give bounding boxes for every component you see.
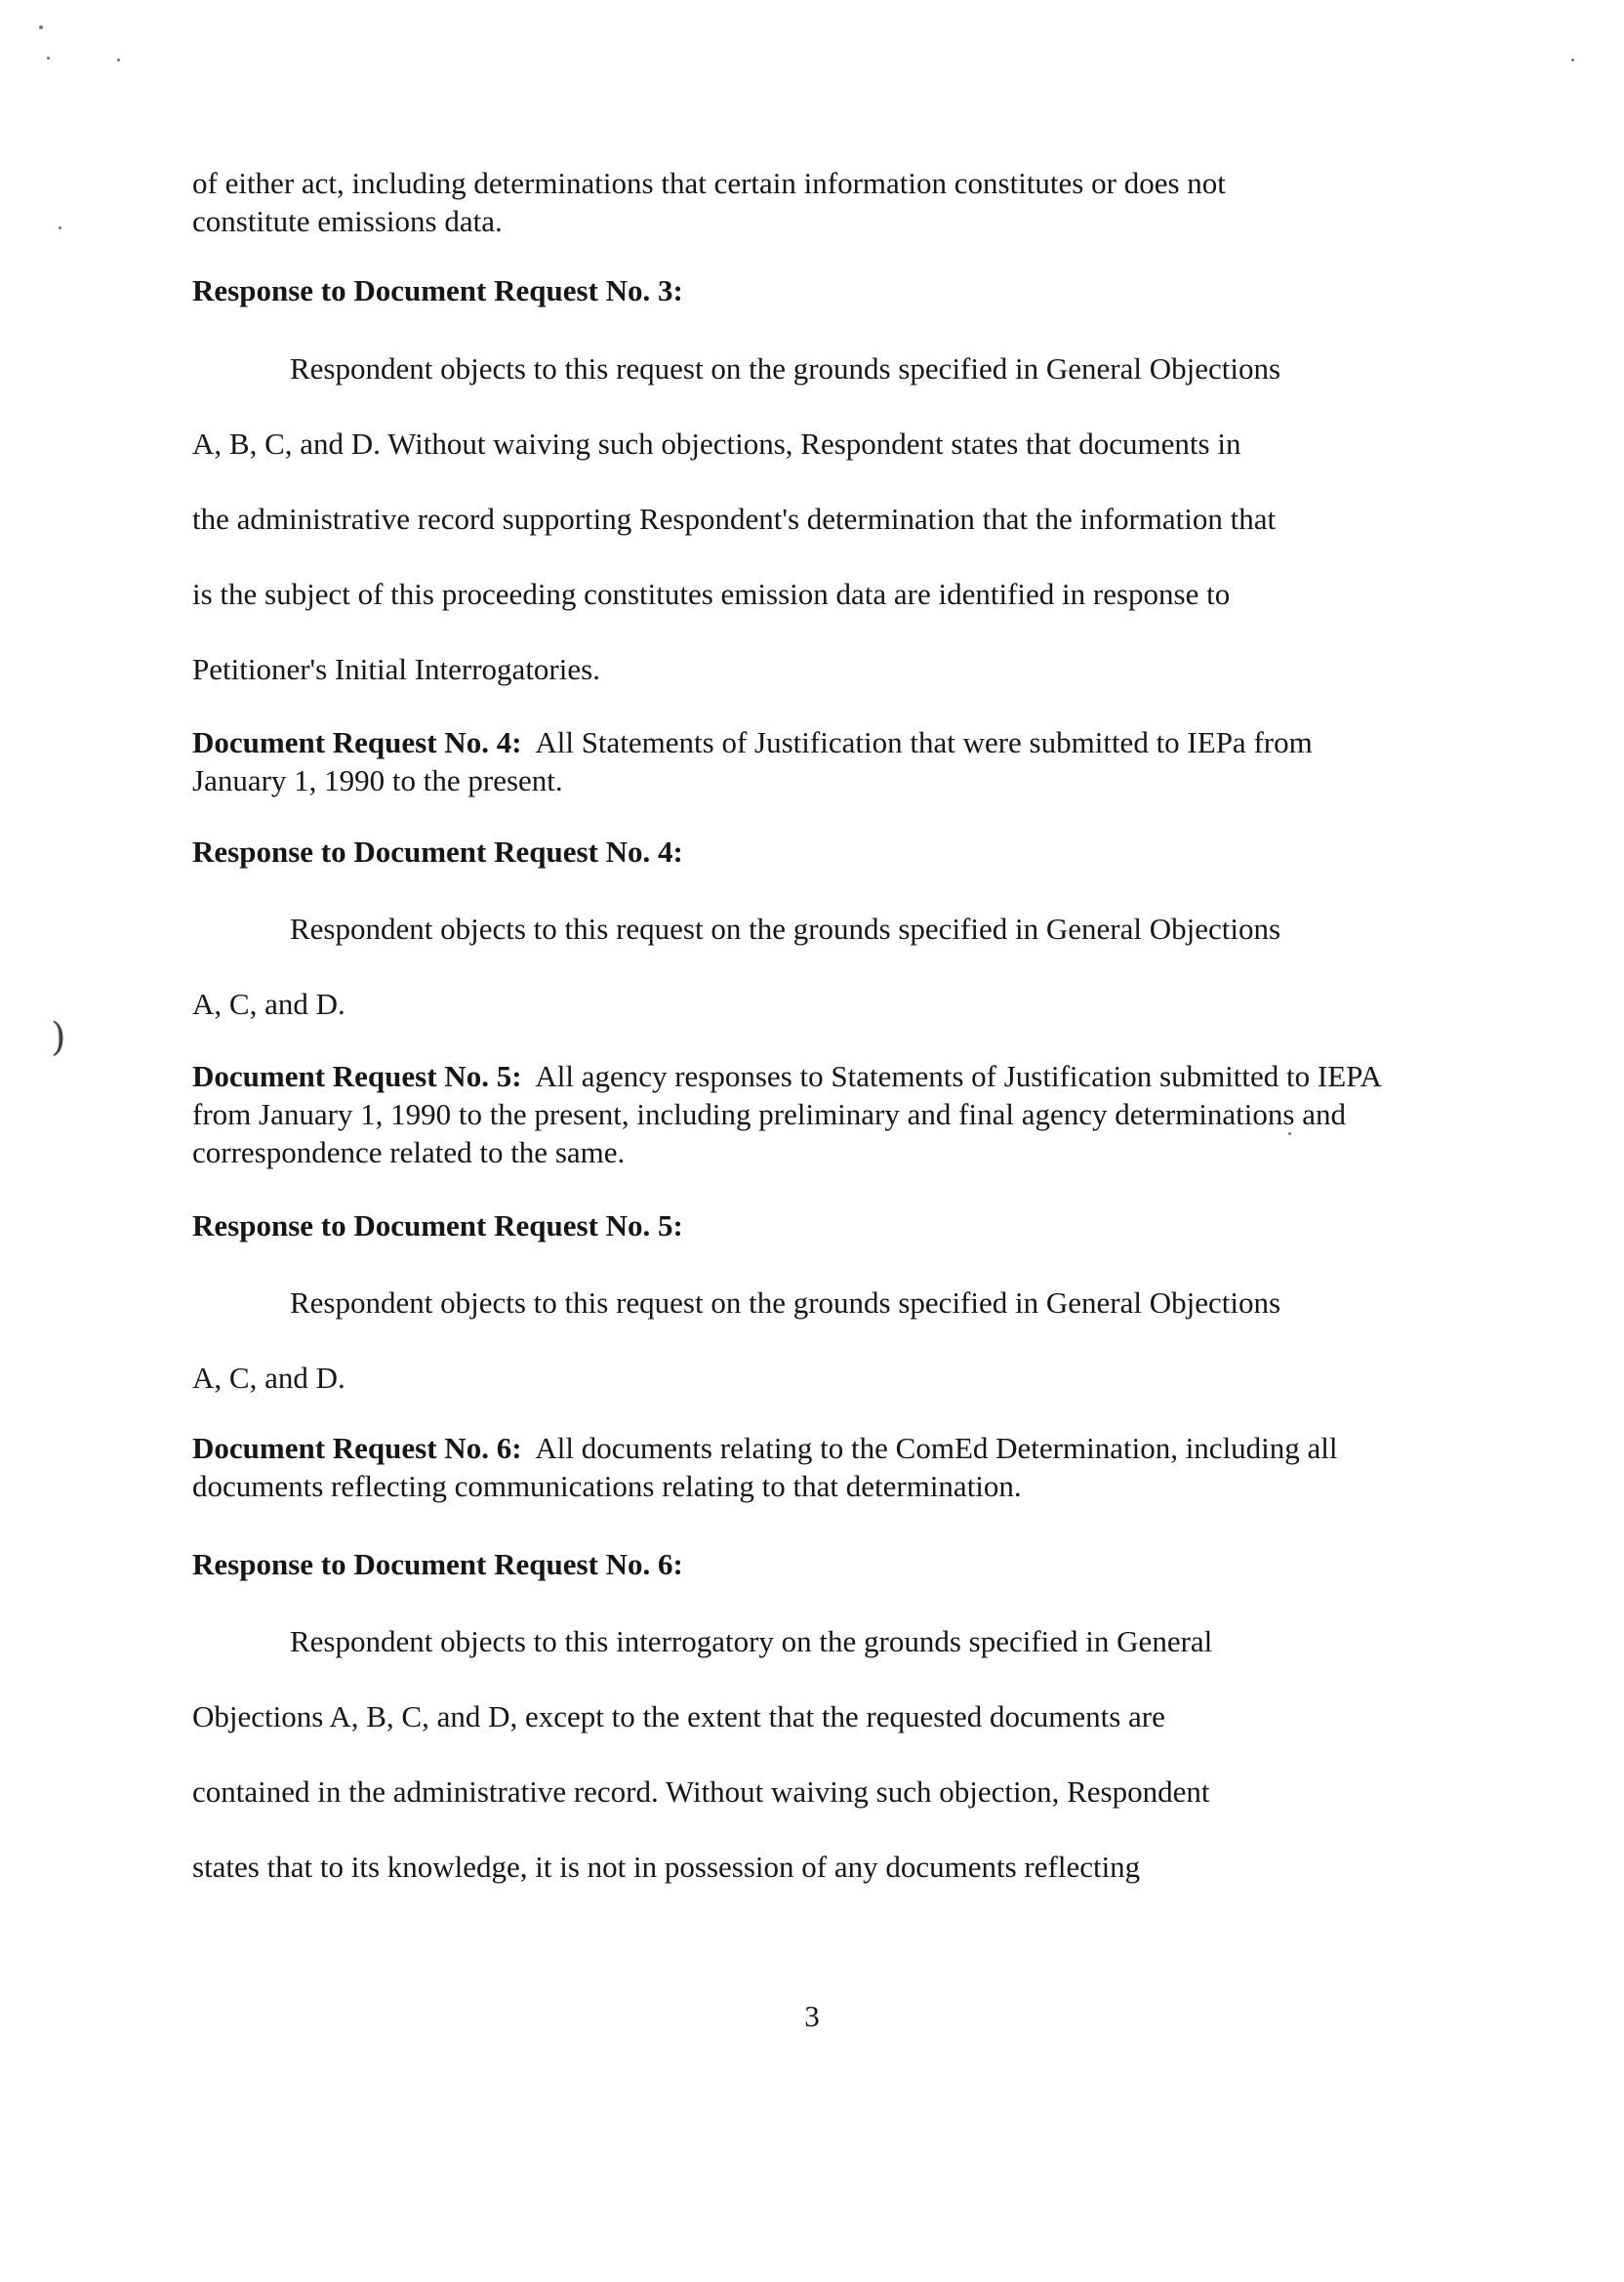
response-3-heading: Response to Document Request No. 3: <box>192 273 683 307</box>
response-6-body: Respondent objects to this interrogatory on the grounds specified in General Objections A, B, C, and D, except to the extent that the requested documents are contained in the administrative record. Without waiving such objection, Respondent states that to its knowledge, it is not in possession of any documents reflecting <box>192 1624 1213 1884</box>
response-5-body: Respondent objects to this request on the grounds specified in General Objections A, C, and D. <box>192 1285 1281 1395</box>
request-4-text: All Statements of Justification that were submitted to IEPa from January 1, 1990 to the present. <box>192 725 1313 797</box>
request-6-text: All documents relating to the ComEd Determination, including all documents reflecting communications relating to that determination. <box>192 1431 1338 1503</box>
request-4-label: Document Request No. 4: <box>192 725 522 759</box>
response-5-heading: Response to Document Request No. 5: <box>192 1208 683 1243</box>
request-5-text: All agency responses to Statements of Justification submitted to IEPA from January 1, 1990 to the present, including preliminary and final agency determinations and correspondence related to the same. <box>192 1059 1381 1169</box>
page-number: 3 <box>804 1999 820 2033</box>
response-3-body: Respondent objects to this request on the grounds specified in General Objections A, B, C, and D. Without waiving such objections, Respondent states that documents in the administrative record supporting Respondent's determination that the information that is the subject of this proceeding constitutes emission data are identified in response to Petitioner's Initial Interrogatories. <box>192 351 1281 686</box>
document-request-5 <box>192 1057 1383 1171</box>
scan-speck <box>47 57 50 60</box>
scan-bracket-mark: ) <box>51 1015 66 1060</box>
response-6-heading: Response to Document Request No. 6: <box>192 1547 683 1581</box>
scan-speck <box>117 59 120 61</box>
scan-speck <box>1571 59 1574 61</box>
scan-speck <box>39 25 43 29</box>
scan-speck <box>59 226 61 229</box>
response-4-heading: Response to Document Request No. 4: <box>192 835 683 869</box>
document-request-6 <box>192 1429 1383 1505</box>
request-5-label: Document Request No. 5: <box>192 1059 522 1093</box>
response-4-body: Respondent objects to this request on the grounds specified in General Objections A, C, and D. <box>192 912 1281 1021</box>
intro-paragraph: of either act, including determinations that certain information constitutes or does not constitute emissions data. <box>192 166 1226 238</box>
request-6-label: Document Request No. 6: <box>192 1431 522 1465</box>
document-request-4 <box>192 723 1383 799</box>
